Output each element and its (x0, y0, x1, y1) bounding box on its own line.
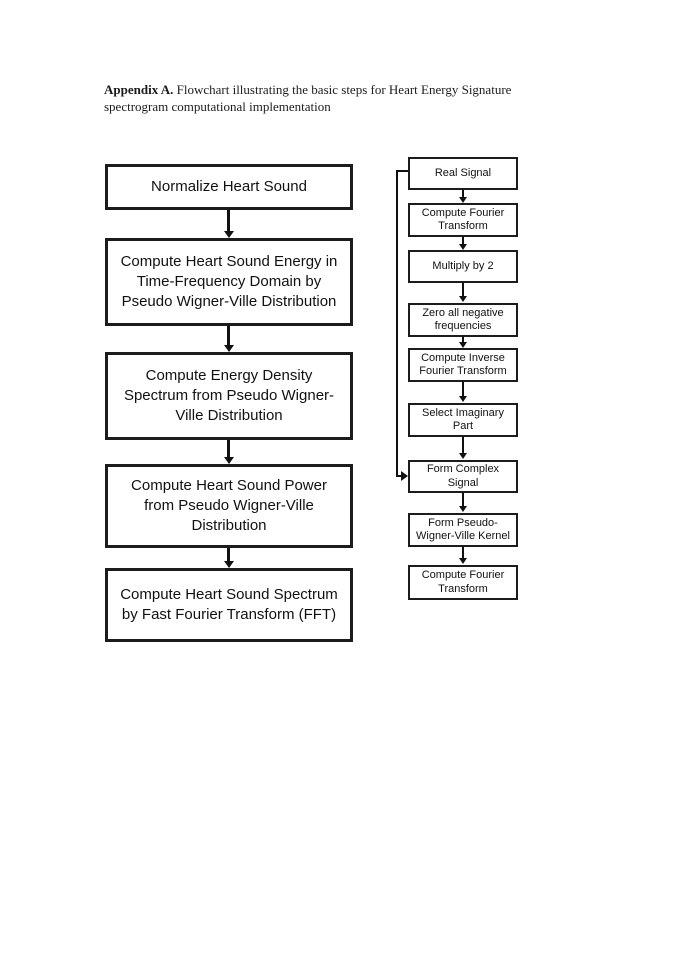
appendix-caption-label: Appendix A. (104, 82, 174, 97)
arrowhead-down-icon (459, 506, 467, 512)
flow-box-heart-sound-power (105, 464, 353, 548)
arrowhead-down-icon (224, 231, 234, 238)
connector-line (462, 190, 464, 197)
connector-line (227, 326, 230, 345)
flow-box-zero-negative-frequencies (408, 303, 518, 337)
flow-box-label: Form Pseudo-Wigner-Ville Kernel (416, 516, 510, 542)
flow-box-compute-energy-tfd (105, 238, 353, 326)
flow-box-compute-fourier-transform (408, 203, 518, 237)
arrowhead-down-icon (459, 453, 467, 459)
flow-box-label: Compute Heart Sound Energy in Time-Frequency Domain by Pseudo Wigner-Ville Distribution (120, 253, 338, 310)
flow-box-form-pwv-kernel (408, 513, 518, 547)
flow-box-label: Compute Heart Sound Power from Pseudo Wigner-Ville Distribution (131, 477, 327, 534)
arrowhead-down-icon (459, 396, 467, 402)
flow-box-label: Compute Energy Density Spectrum from Pseudo Wigner-Ville Distribution (123, 367, 335, 424)
flow-box-form-complex-signal (408, 460, 518, 493)
connector-line (227, 210, 230, 231)
arrowhead-down-icon (459, 197, 467, 203)
flow-box-label: Compute Inverse Fourier Transform (419, 351, 507, 377)
appendix-caption-text: Flowchart illustrating the basic steps for Heart Energy Signature spectrogram computational implementation (104, 82, 512, 114)
connector-line (227, 440, 230, 457)
flow-box-label: Multiply by 2 (432, 259, 494, 272)
flow-box-label: Real Signal (434, 166, 492, 179)
arrowhead-down-icon (224, 561, 234, 568)
flow-box-label: Select Imaginary Part (422, 406, 504, 432)
flow-box-label: Zero all negative frequencies (422, 306, 504, 332)
arrowhead-down-icon (459, 296, 467, 302)
flow-box-label: Normalize Heart Sound (151, 178, 307, 196)
connector-line (462, 437, 464, 453)
arrowhead-right-icon (401, 471, 408, 481)
flow-box-label: Compute Fourier Transform (421, 206, 505, 232)
flow-box-select-imaginary-part (408, 403, 518, 437)
flow-box-energy-density-spectrum (105, 352, 353, 440)
arrowhead-down-icon (224, 457, 234, 464)
flow-box-normalize-heart-sound (105, 164, 353, 210)
flow-box-label: Compute Fourier Transform (421, 569, 505, 595)
connector-line (462, 547, 464, 558)
flow-box-compute-inverse-fourier-transform (408, 348, 518, 382)
connector-line (462, 237, 464, 244)
bypass-connector-line (396, 170, 398, 477)
connector-line (462, 382, 464, 396)
flow-box-heart-sound-spectrum (105, 568, 353, 642)
flow-box-compute-fourier-transform-2 (408, 565, 518, 600)
arrowhead-down-icon (459, 558, 467, 564)
connector-line (227, 548, 230, 561)
flow-box-real-signal (408, 157, 518, 190)
flow-box-label: Compute Heart Sound Spectrum by Fast Fourier Transform (FFT) (120, 586, 338, 623)
arrowhead-down-icon (459, 244, 467, 250)
arrowhead-down-icon (224, 345, 234, 352)
connector-line (462, 493, 464, 506)
flow-box-label: Form Complex Signal (426, 463, 500, 489)
flow-box-multiply-by-2 (408, 250, 518, 283)
connector-line (462, 283, 464, 296)
arrowhead-down-icon (459, 342, 467, 348)
